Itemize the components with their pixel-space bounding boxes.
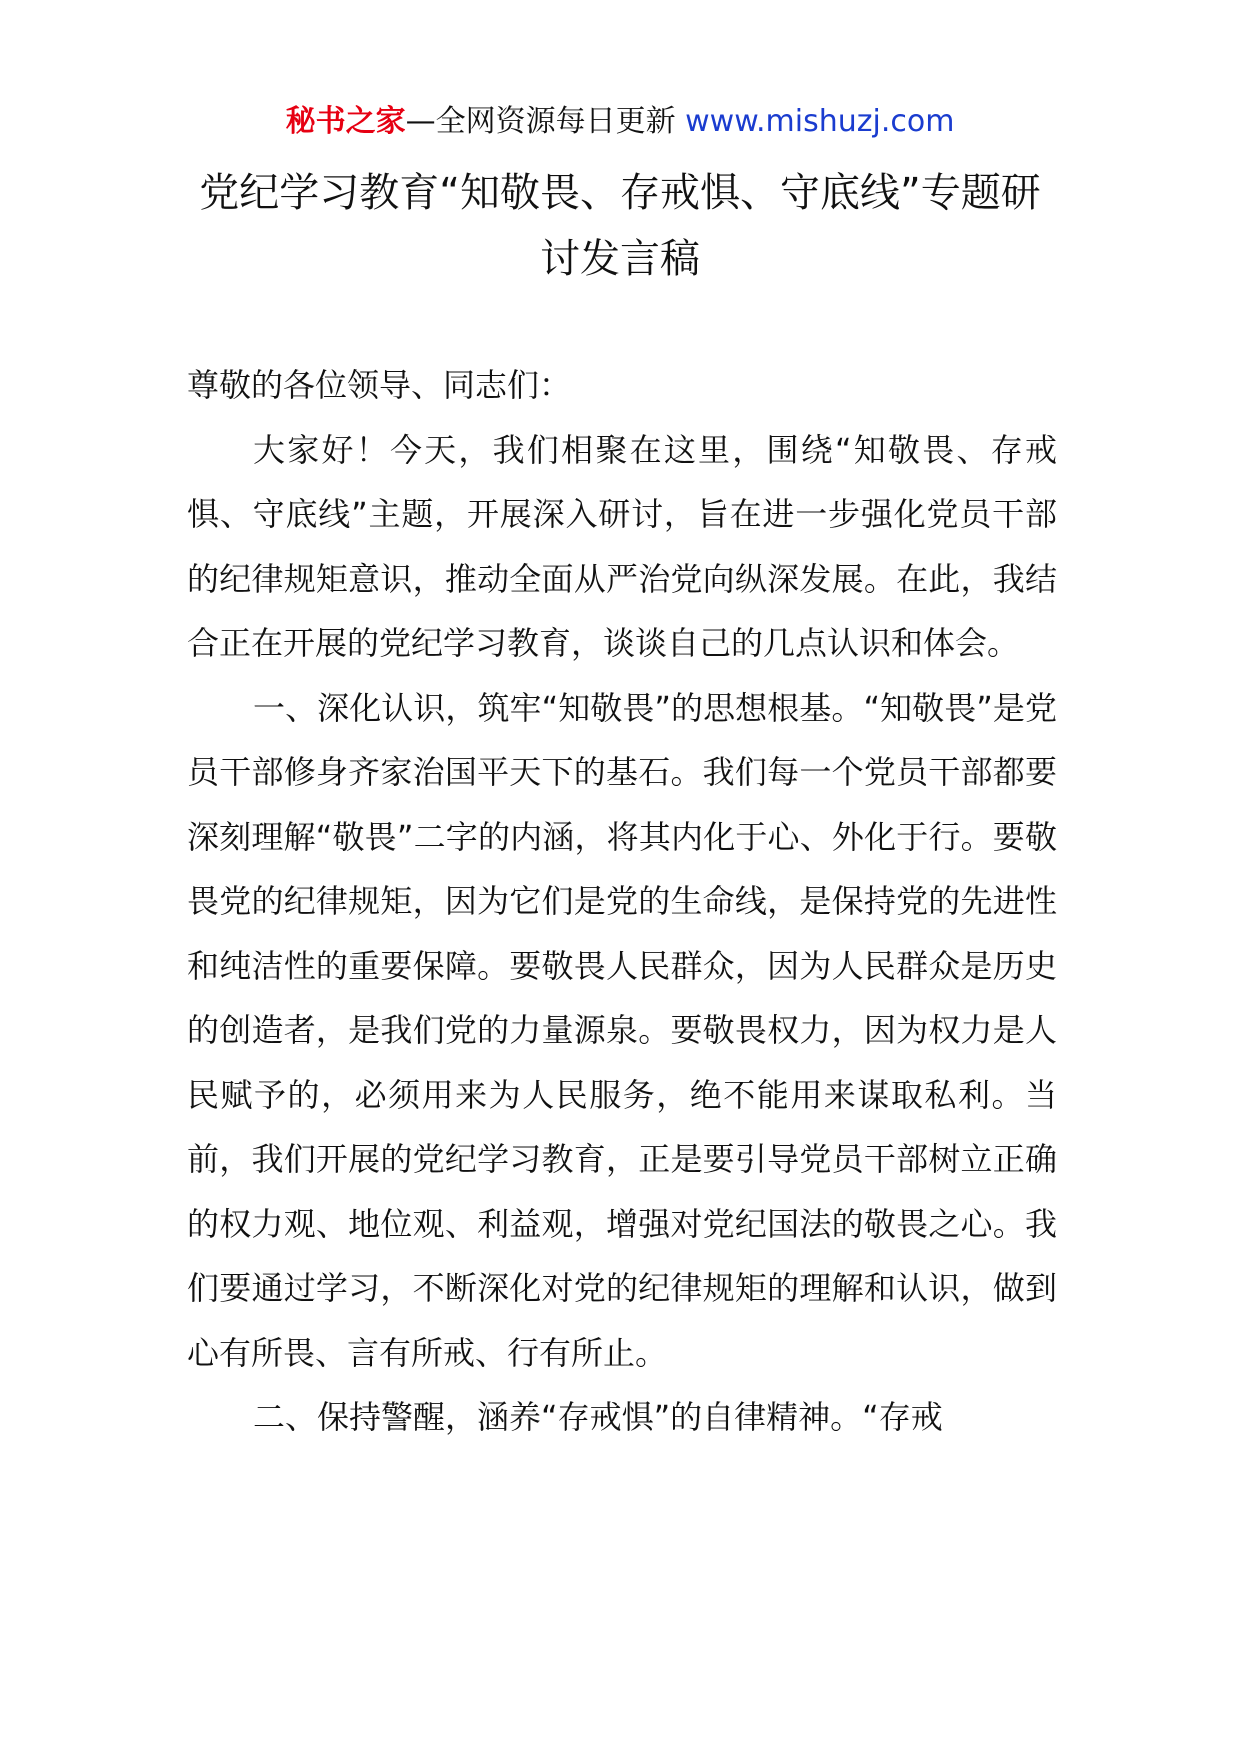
brand-name: 秘书之家 — [285, 104, 406, 139]
section-one-heading: 一、深化认识，筑牢“知敬畏”的思想根基。 — [253, 688, 864, 727]
site-header — [0, 102, 1240, 142]
document-title: 党纪学习教育“知敬畏、存戒惧、守底线”专题研讨发言稿 — [199, 170, 1041, 282]
paragraph-section-two — [187, 1385, 1057, 1450]
header-tagline: —全网资源每日更新 — [405, 104, 686, 139]
section-one-text: “知敬畏”是党员干部修身齐家治国平天下的基石。我们每一个党员干部都要深刻理解“敬畏”二字的内涵，将其内化于心、外化于行。要敬畏党的纪律规矩，因为它们是党的生命线，是保持党的先进性和纯洁性的重要保障。要敬畏人民群众，因为人民群众是历史的创造者，是我们党的力量源泉。要敬畏权力，因为权力是人民赋予的，必须用来为人民服务，绝不能用来谋取私利。当前，我们开展的党纪学习教育，正是要引导党员干部树立正确的权力观、地位观、利益观，增强对党纪国法的敬畏之心。我们要通过学习，不断深化对党的纪律规矩的理解和认识，做到心有所畏、言有所戒、行有所止。 — [187, 688, 1057, 1372]
site-url[interactable]: www.mishuzj.com — [685, 104, 955, 139]
section-two-heading: 二、保持警醒，涵养“存戒惧”的自律精神。 — [253, 1398, 863, 1436]
salutation: 尊敬的各位领导、同志们： — [187, 366, 572, 404]
paragraph-intro: 大家好！今天，我们相聚在这里，围绕“知敬畏、存戒惧、守底线”主题，开展深入研讨，旨在进一步强化党员干部的纪律规矩意识，推动全面从严治党向纵深发展。在此，我结合正在开展的党纪学习教育，谈谈自己的几点认识和体会。 — [187, 430, 1057, 662]
section-two-text: “存戒 — [862, 1398, 943, 1436]
document-body — [187, 353, 1057, 1450]
paragraph-section-one — [187, 676, 1057, 1386]
